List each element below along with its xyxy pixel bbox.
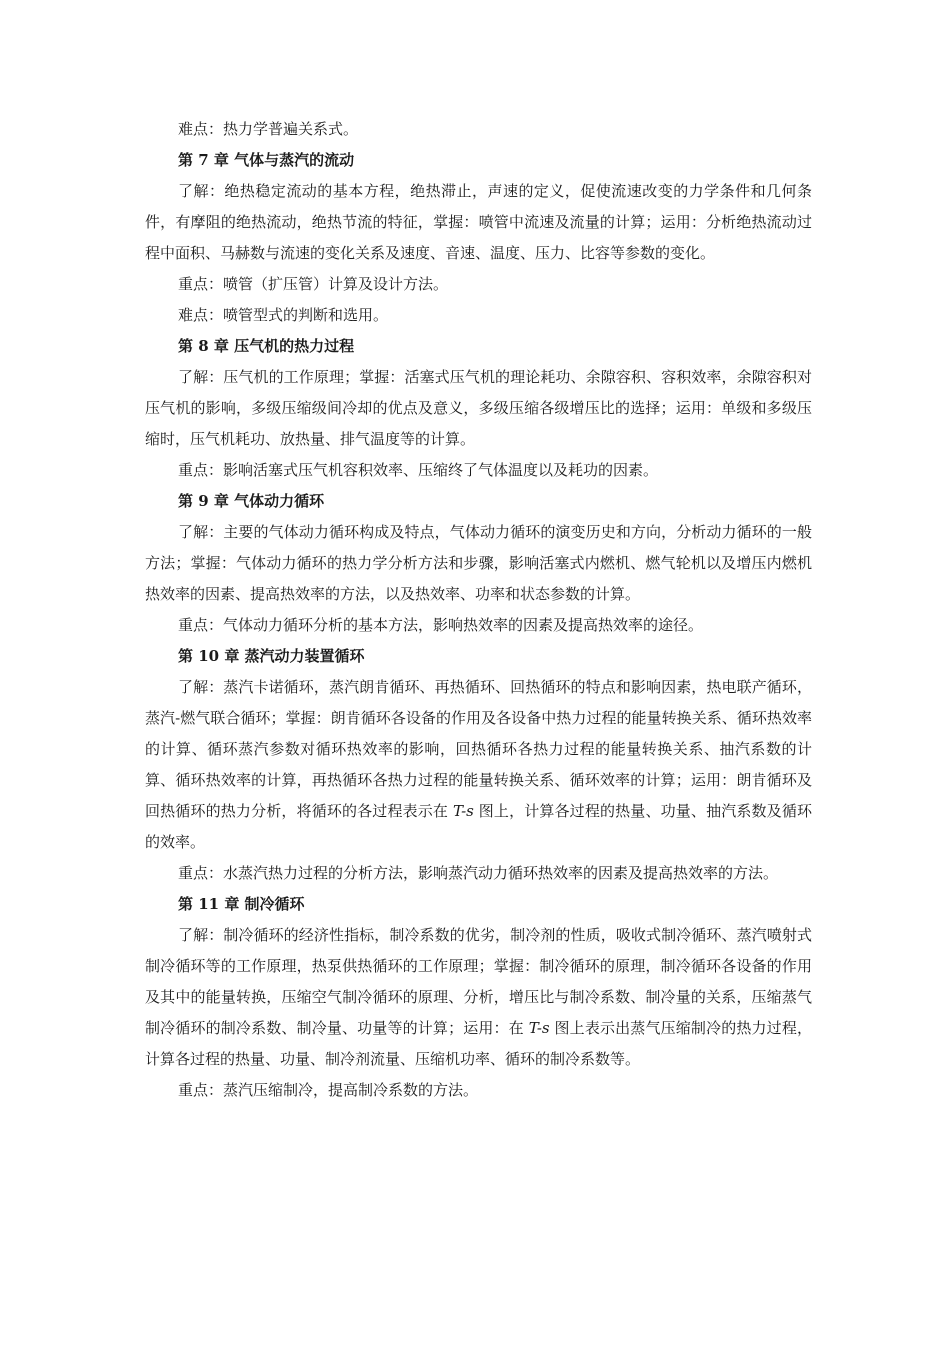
key-point-paragraph: 重点：气体动力循环分析的基本方法，影响热效率的因素及提高热效率的途径。 [178,616,704,634]
key-point-paragraph: 重点：影响活塞式压气机容积效率、压缩终了气体温度以及耗功的因素。 [178,461,659,479]
understand-paragraph: 了解：绝热稳定流动的基本方程，绝热滞止，声速的定义，促使流速改变的力学条件和几何条件，有摩阻的绝热流动，绝热节流的特征，掌握：喷管中流速及流量的计算；运用：分析绝热流动过程中面积、马赫数与流速的变化关系及速度、音速、温度、压力、比容等参数的变化。 [145,182,812,262]
ts-diagram-notation: T-s [453,802,474,820]
chapter-11-heading: 第 11 章 制冷循环 [178,895,305,913]
understand-paragraph: 了解：蒸汽卡诺循环，蒸汽朗肯循环、再热循环、回热循环的特点和影响因素，热电联产循环，蒸汽-燃气联合循环；掌握：朗肯循环各设备的作用及各设备中热力过程的能量转换关系、循环热效率的计算、循环蒸汽参数对循环热效率的影响，回热循环各热力过程的能量转换关系、抽汽系数的计算、循环热效率的计算，再热循环各热力过程的能量转换关系、循环效率的计算；运用：朗肯循环及回热循环的热力分析，将循环的各过程表示在 T-s 图上，计算各过程的热量、功量、抽汽系数及循环的效率。 [145,678,812,851]
chapter-9-heading: 第 9 章 气体动力循环 [178,492,325,510]
difficulty-paragraph: 难点：热力学普遍关系式。 [178,120,359,138]
key-point-paragraph: 重点：蒸汽压缩制冷，提高制冷系数的方法。 [178,1081,479,1099]
understand-paragraph: 了解：主要的气体动力循环构成及特点，气体动力循环的演变历史和方向，分析动力循环的一般方法；掌握：气体动力循环的热力学分析方法和步骤，影响活塞式内燃机、燃气轮机以及增压内燃机热效率的因素、提高热效率的方法，以及热效率、功率和状态参数的计算。 [145,523,812,603]
document-page [145,114,812,1106]
difficulty-paragraph: 难点：喷管型式的判断和选用。 [178,306,389,324]
chapter-10-heading: 第 10 章 蒸汽动力装置循环 [178,647,365,665]
chapter-8-heading: 第 8 章 压气机的热力过程 [178,337,355,355]
ts-diagram-notation: T-s [528,1019,550,1037]
understand-paragraph: 了解：压气机的工作原理；掌握：活塞式压气机的理论耗功、余隙容积、容积效率，余隙容积对压气机的影响，多级压缩级间冷却的优点及意义，多级压缩各级增压比的选择；运用：单级和多级压缩时，压气机耗功、放热量、排气温度等的计算。 [145,368,812,448]
chapter-7-heading: 第 7 章 气体与蒸汽的流动 [178,151,355,169]
key-point-paragraph: 重点：喷管（扩压管）计算及设计方法。 [178,275,449,293]
key-point-paragraph: 重点：水蒸汽热力过程的分析方法，影响蒸汽动力循环热效率的因素及提高热效率的方法。 [178,864,779,882]
understand-paragraph: 了解：制冷循环的经济性指标，制冷系数的优劣，制冷剂的性质，吸收式制冷循环、蒸汽喷射式制冷循环等的工作原理，热泵供热循环的工作原理；掌握：制冷循环的原理，制冷循环各设备的作用及其中的能量转换，压缩空气制冷循环的原理、分析，增压比与制冷系数、制冷量的关系，压缩蒸气制冷循环的制冷系数、制冷量、功量等的计算；运用：在 T-s 图上表示出蒸气压缩制冷的热力过程，计算各过程的热量、功量、制冷剂流量、压缩机功率、循环的制冷系数等。 [145,926,812,1068]
